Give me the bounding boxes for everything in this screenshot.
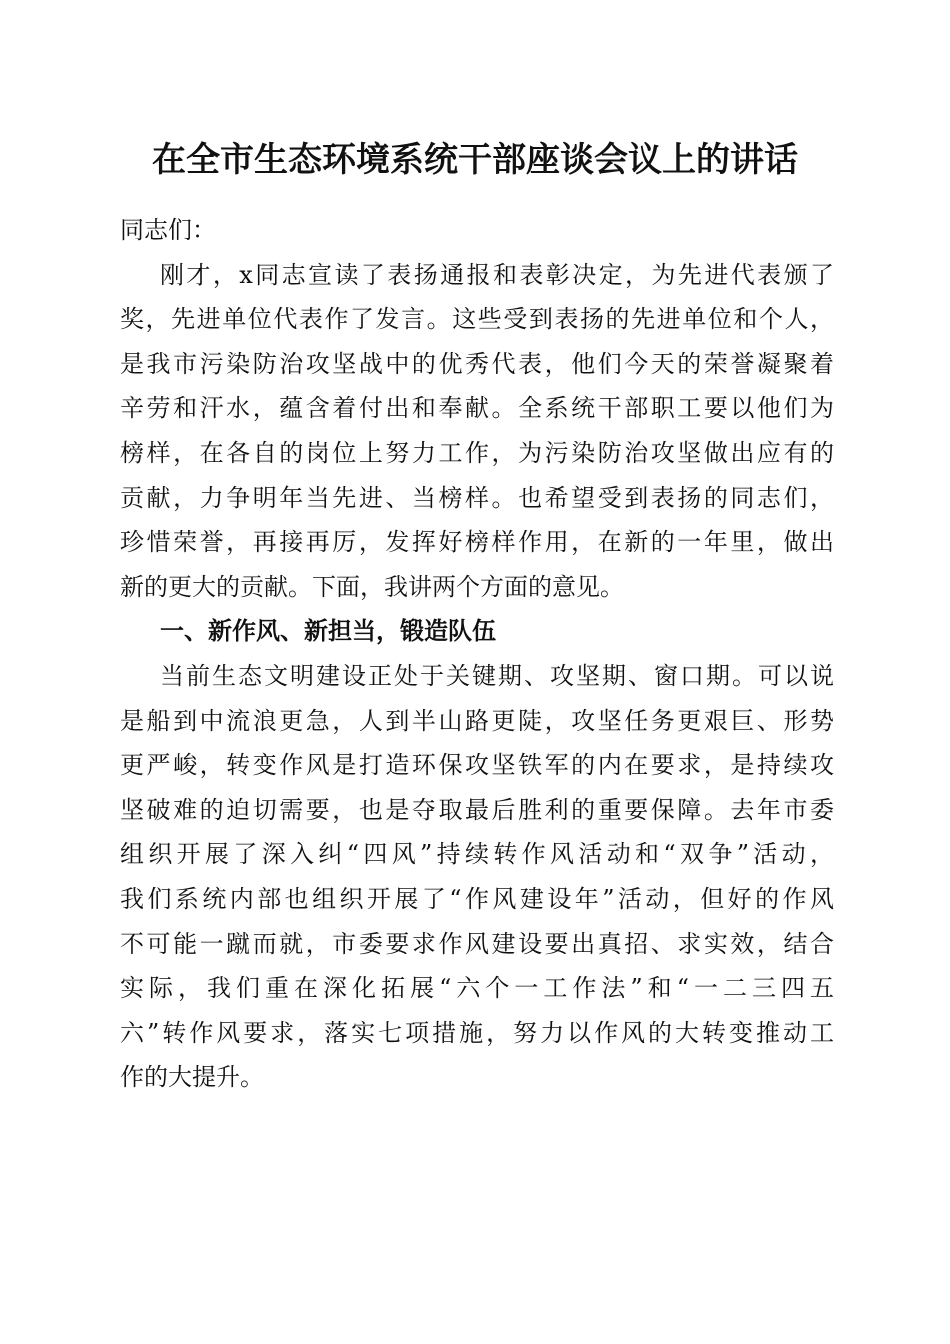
paragraph-2 [120,654,834,1100]
paragraph-1 [120,253,834,610]
paragraph-line: 我们系统内部也组织开展了“作风建设年”活动，但好的作风 [120,884,834,913]
paragraph-line: 实际，我们重在深化拓展“六个一工作法”和“一二三四五 [120,974,834,1003]
paragraph-line: 珍惜荣誉，再接再厉，发挥好榜样作用，在新的一年里，做出 [120,528,834,557]
paragraph-line: 组织开展了深入纠“四风”持续转作风活动和“双争”活动， [120,840,834,869]
paragraph-line: 不可能一蹴而就，市委要求作风建设要出真招、求实效，结合 [120,929,834,958]
document-body [120,208,834,1100]
paragraph-line: 新的更大的贡献。下面，我讲两个方面的意见。 [120,572,624,601]
paragraph-line: 当前生态文明建设正处于关键期、攻坚期、窗口期。可以说 [160,661,834,690]
document-title: 在全市生态环境系统干部座谈会议上的讲话 [152,140,798,180]
paragraph-line: 更严峻，转变作风是打造环保攻坚铁军的内在要求，是持续攻 [120,751,834,780]
paragraph-line: 奖，先进单位代表作了发言。这些受到表扬的先进单位和个人， [120,305,834,334]
salutation: 同志们： [120,216,216,244]
paragraph-line: 是船到中流浪更急，人到半山路更陡，攻坚任务更艰巨、形势 [120,706,834,735]
paragraph-line: 作的大提升。 [120,1063,264,1092]
paragraph-line: 刚才，x同志宣读了表扬通报和表彰决定，为先进代表颁了 [160,260,834,289]
paragraph-line: 榜样，在各自的岗位上努力工作，为污染防治攻坚做出应有的 [120,438,834,467]
paragraph-line: 坚破难的迫切需要，也是夺取最后胜利的重要保障。去年市委 [120,795,834,824]
paragraph-line: 是我市污染防治攻坚战中的优秀代表，他们今天的荣誉凝聚着 [120,349,834,378]
paragraph-line: 辛劳和汗水，蕴含着付出和奉献。全系统干部职工要以他们为 [120,394,834,423]
paragraph-line: 贡献，力争明年当先进、当榜样。也希望受到表扬的同志们， [120,483,834,512]
paragraph-line: 六”转作风要求，落实七项措施，努力以作风的大转变推动工 [120,1018,834,1047]
section-heading: 一、新作风、新担当，锻造队伍 [160,617,496,646]
